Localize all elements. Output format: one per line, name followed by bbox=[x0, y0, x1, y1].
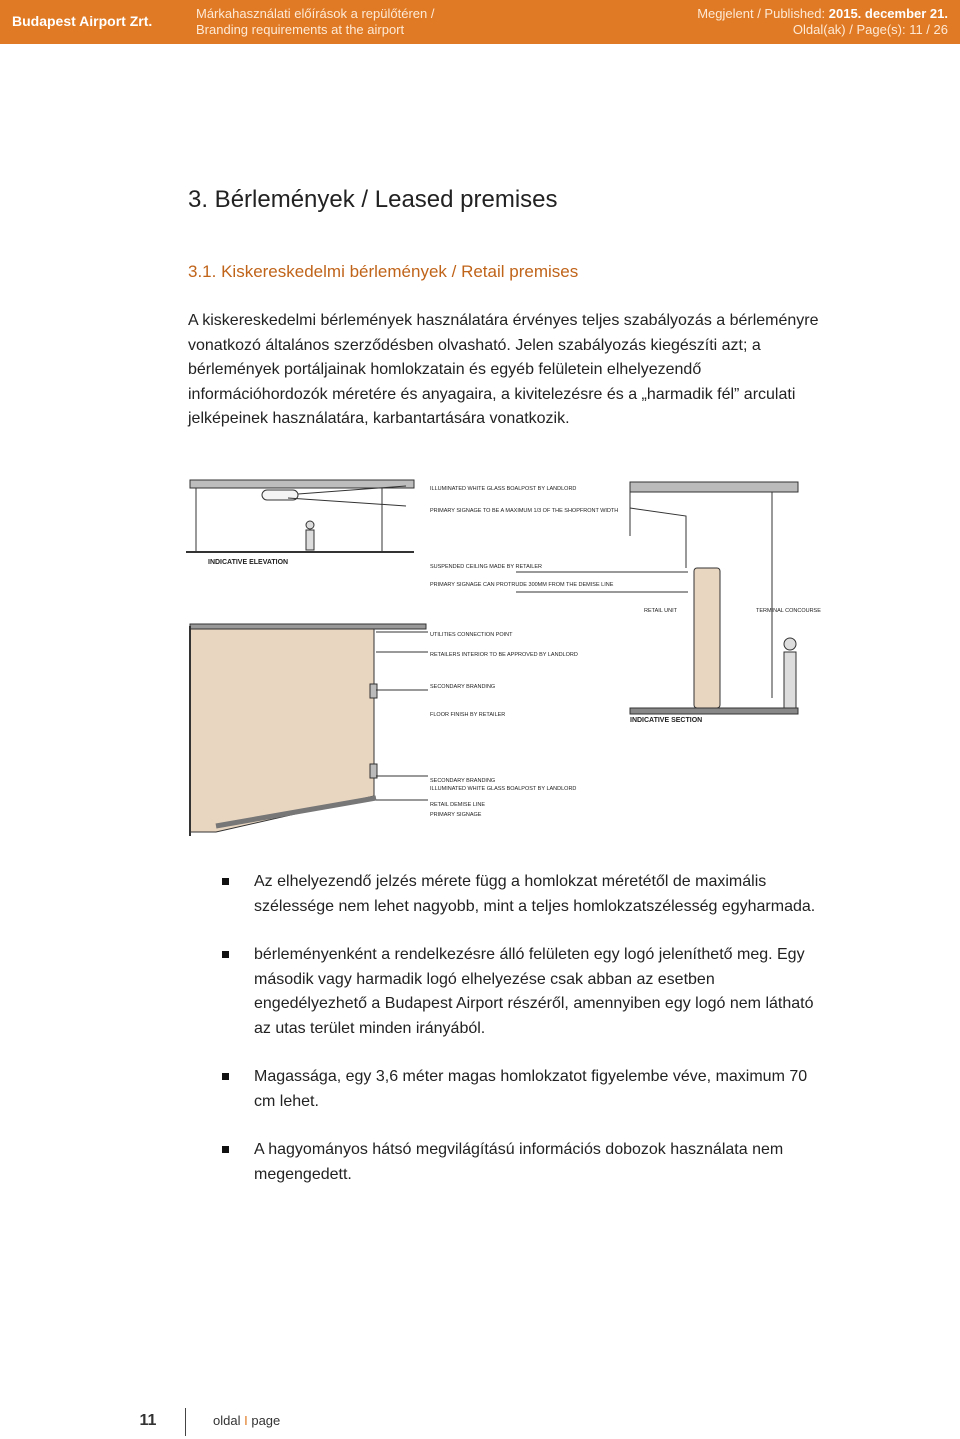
bullet-square-icon bbox=[222, 951, 229, 958]
list-item bbox=[222, 870, 822, 919]
bullet-square-icon bbox=[222, 1073, 229, 1080]
label-secondary-branding: SECONDARY BRANDING bbox=[430, 684, 496, 690]
label-elevation-title: INDICATIVE ELEVATION bbox=[208, 559, 289, 566]
label-retail-demise: RETAIL DEMISE LINE bbox=[430, 802, 486, 808]
label-section-title: INDICATIVE SECTION bbox=[630, 717, 703, 724]
subsection-title: 3.1. Kiskereskedelmi bérlemények / Retail premises bbox=[188, 262, 579, 281]
footer-page-number: 11 bbox=[139, 1412, 157, 1429]
section-sign-box bbox=[694, 568, 720, 708]
page-header bbox=[0, 0, 960, 44]
section-title: 3. Bérlemények / Leased premises bbox=[188, 186, 558, 213]
published-label: Megjelent / Published: bbox=[697, 6, 829, 21]
elevation-leader-primary bbox=[288, 498, 406, 506]
plan-secondary-branding bbox=[370, 684, 377, 698]
elevation-person-head bbox=[306, 521, 314, 529]
label-primary-signage-max: PRIMARY SIGNAGE TO BE A MAXIMUM 1/3 OF THE SHOPFRONT WIDTH bbox=[430, 508, 619, 514]
page-info: Oldal(ak) / Page(s): 11 / 26 bbox=[792, 22, 948, 37]
published-date: 2015. december 21. bbox=[828, 6, 948, 21]
list-item bbox=[222, 943, 822, 1041]
footer-label-en: page bbox=[251, 1413, 281, 1428]
label-suspended-ceiling: SUSPENDED CEILING MADE BY RETAILER bbox=[430, 564, 542, 570]
requirements-list bbox=[222, 870, 822, 1187]
list-item bbox=[222, 1065, 822, 1114]
section-slab-top bbox=[630, 482, 798, 492]
label-floor-finish: FLOOR FINISH BY RETAILER bbox=[430, 712, 506, 718]
document-title-en: Branding requirements at the airport bbox=[196, 22, 405, 37]
company-name: Budapest Airport Zrt. bbox=[12, 13, 153, 29]
plan-top-wall bbox=[190, 624, 426, 629]
published-line bbox=[697, 6, 948, 22]
section-person-head bbox=[784, 638, 796, 650]
document-title-hu: Márkahasználati előírások a repülőtéren / bbox=[196, 6, 435, 21]
elevation-person-body bbox=[306, 530, 314, 550]
label-retailers-interior: RETAILERS INTERIOR TO BE APPROVED BY LANDLORD bbox=[430, 652, 578, 658]
bullet-square-icon bbox=[222, 1146, 229, 1153]
list-item bbox=[222, 1138, 822, 1187]
label-primary-signage-protrude: PRIMARY SIGNAGE CAN PROTRUDE 300MM FROM THE DEMISE LINE bbox=[430, 582, 614, 588]
label-secondary-branding-2: SECONDARY BRANDING bbox=[430, 778, 496, 784]
label-primary-signage: PRIMARY SIGNAGE bbox=[430, 812, 482, 818]
section-person-body bbox=[784, 652, 796, 708]
footer-label-hu: oldal bbox=[213, 1413, 241, 1428]
label-utilities: UTILITIES CONNECTION POINT bbox=[430, 632, 513, 638]
footer-divider bbox=[185, 1408, 186, 1436]
label-illuminated-sign-2: ILLUMINATED WHITE GLASS BOALPOST BY LANDLORD bbox=[430, 786, 577, 792]
footer-label bbox=[213, 1413, 280, 1428]
label-illuminated-sign: ILLUMINATED WHITE GLASS BOALPOST BY LANDLORD bbox=[430, 486, 577, 492]
list-item-text: Az elhelyezendő jelzés mérete függ a homlokzat méretétől de maximális szélessége nem lehet nagyobb, mint a teljes homlokzatszélesség egyharmada. bbox=[254, 873, 816, 915]
label-retail-unit: RETAIL UNIT bbox=[644, 608, 678, 614]
bullet-square-icon bbox=[222, 878, 229, 885]
shopfront-diagram bbox=[186, 476, 821, 842]
publication-info bbox=[697, 6, 948, 38]
label-terminal-concourse: TERMINAL CONCOURSE bbox=[756, 608, 821, 614]
document-title bbox=[196, 6, 434, 38]
intro-paragraph: A kiskereskedelmi bérlemények használatára érvényes teljes szabályozás a bérleményre vonatkozó általános szerződésben olvasható. Jelen szabályozás kiegészíti azt; a bérlemények portáljainak homlokzatain és egyéb felületein elhelyezendő információhordozók méretére és anyagaira, a kivitelezésre és a „harmadik fél” arculati jelképeinek használatára, karbantartására vonatkozik. bbox=[188, 312, 819, 427]
section-floor-slab bbox=[630, 708, 798, 714]
list-item-text: Magassága, egy 3,6 méter magas homlokzatot figyelembe véve, maximum 70 cm lehet. bbox=[254, 1068, 808, 1110]
plan-floor-marker bbox=[370, 764, 377, 778]
list-item-text: A hagyományos hátsó megvilágítású információs dobozok használata nem megengedett. bbox=[254, 1141, 784, 1183]
section-cantilever bbox=[630, 508, 686, 568]
elevation-ceiling bbox=[190, 480, 414, 488]
list-item-text: bérleményenként a rendelkezésre álló felületen egy logó jeleníthető meg. Egy második vagy harmadik logó elhelyezése csak abban az esetben engedélyezhető a Budapest Airport részéről, amennyiben egy logó nem látható az utas terület minden irányából. bbox=[254, 946, 814, 1037]
footer-separator: I bbox=[244, 1413, 248, 1428]
